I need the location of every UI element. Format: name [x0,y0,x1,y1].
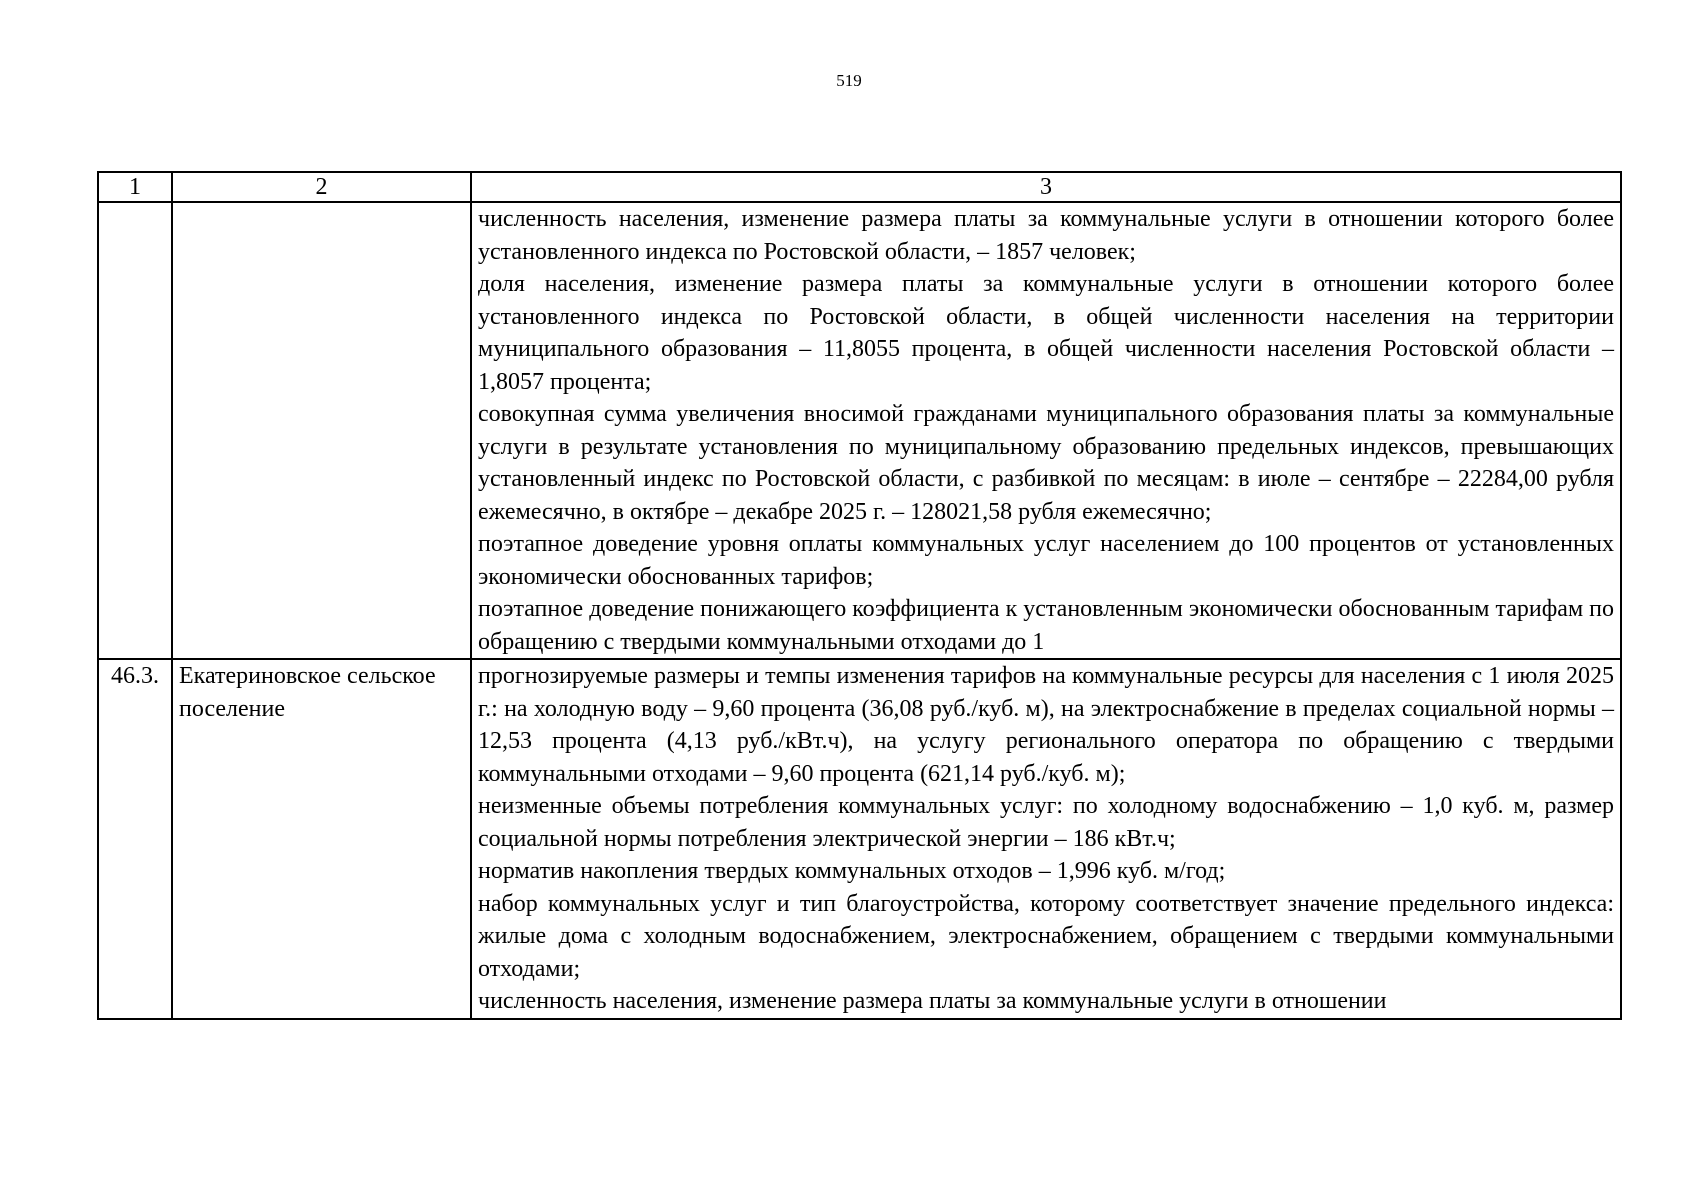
paragraph: норматив накопления твердых коммунальных отходов – 1,996 куб. м/год; [478,858,1226,884]
paragraph: поэтапное доведение уровня оплаты коммунальных услуг населением до 100 процентов от установленных экономически обоснованных тарифов; [478,531,1614,590]
table-header-row [98,172,1621,202]
paragraph: набор коммунальных услуг и тип благоустройства, которому соответствует значение предельного индекса: жилые дома с холодным водоснабжением, электроснабжением, обращением с твердыми коммунальными отходами; [478,890,1614,982]
table-row [98,202,1621,659]
table-row [98,659,1621,1019]
column-header-2: 2 [172,172,471,202]
row-name-cell: Екатериновское сельское поселение [172,659,471,1019]
paragraph: численность населения, изменение размера платы за коммунальные услуги в отношении [478,988,1387,1014]
paragraph: доля населения, изменение размера платы за коммунальные услуги в отношении которого более установленного индекса по Ростовской области, в общей численности населения на территории муниципального образования – 11,8055 процента, в общей численности населения Ростовской области – 1,8057 процента; [478,271,1614,395]
paragraph: численность населения, изменение размера платы за коммунальные услуги в отношении которого более установленного индекса по Ростовской области, – 1857 человек; [478,206,1614,265]
row-number-cell [98,202,172,659]
page-number: 519 [836,71,862,90]
column-header-3: 3 [471,172,1621,202]
row-name-cell [172,202,471,659]
row-number-cell: 46.3. [98,659,172,1019]
row-text-cell [471,202,1621,659]
document-table [97,171,1622,1020]
paragraph: поэтапное доведение понижающего коэффициента к установленным экономически обоснованным тарифам по обращению с твердыми коммунальными отходами до 1 [478,596,1614,655]
row-text-cell [471,659,1621,1019]
paragraph: неизменные объемы потребления коммунальных услуг: по холодному водоснабжению – 1,0 куб. м, размер социальной нормы потребления электрической энергии – 186 кВт.ч; [478,793,1614,852]
paragraph: прогнозируемые размеры и темпы изменения тарифов на коммунальные ресурсы для населения с 1 июля 2025 г.: на холодную воду – 9,60 процента (36,08 руб./куб. м), на электроснабжение в пределах социальной нормы – 12,53 процента (4,13 руб./кВт.ч), на услугу регионального оператора по обращению с твердыми коммунальными отходами – 9,60 процента (621,14 руб./куб. м); [478,663,1614,787]
column-header-1: 1 [98,172,172,202]
paragraph: совокупная сумма увеличения вносимой гражданами муниципального образования платы за коммунальные услуги в результате установления по муниципальному образованию предельных индексов, превышающих установленный индекс по Ростовской области, с разбивкой по месяцам: в июле – сентябре – 22284,00 рубля ежемесячно, в октябре – декабре 2025 г. – 128021,58 рубля ежемесячно; [478,401,1614,525]
